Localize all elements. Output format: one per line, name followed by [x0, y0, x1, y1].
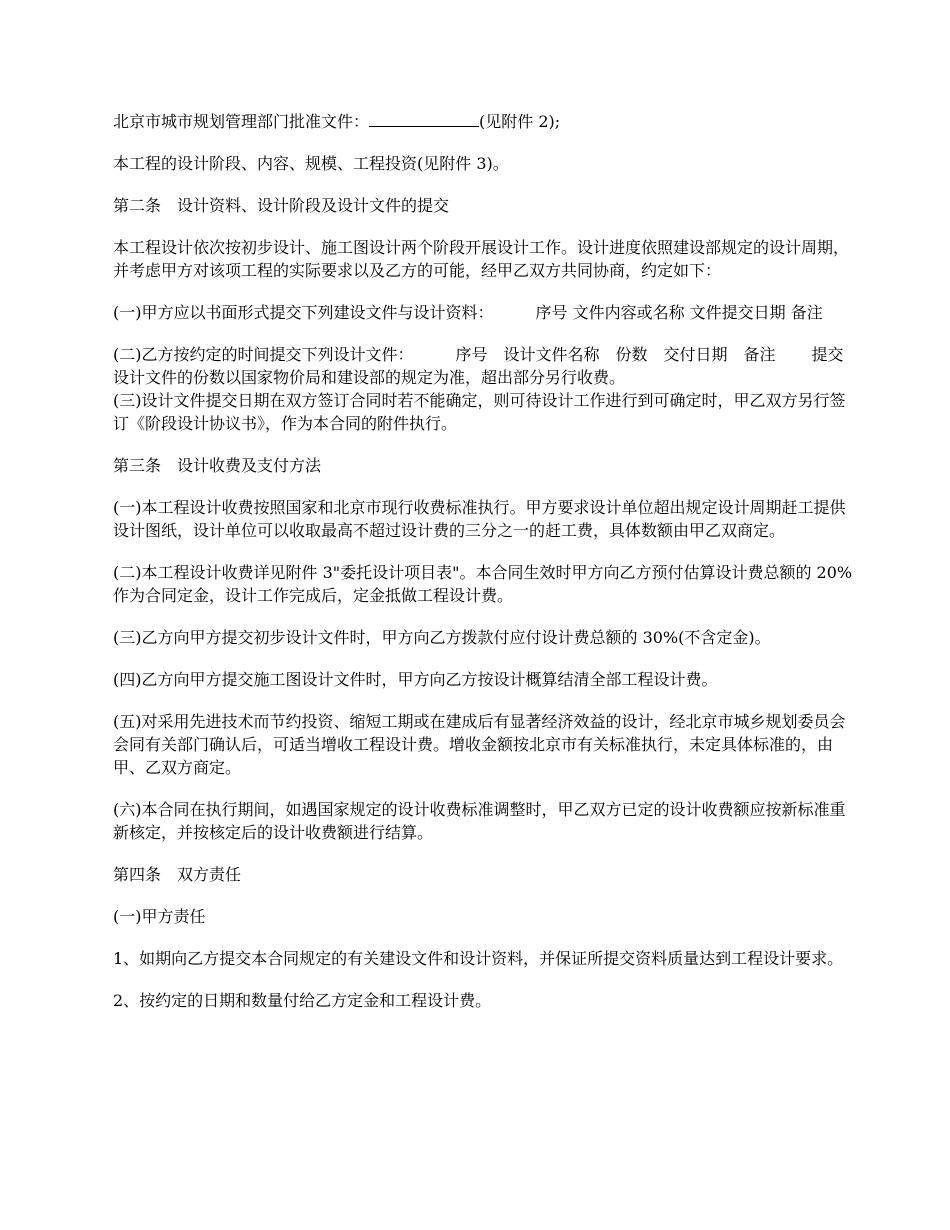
- paragraph-party-b-documents: [113, 343, 853, 389]
- paragraph-fee-details: (二)本工程设计收费详见附件 3"委托设计项目表"。本合同生效时甲方向乙方预付估算设计费总额的 20%作为合同定金，设计工作完成后，定金抵做工程设计费。: [113, 563, 853, 605]
- party-a-documents-text: (一)甲方应以书面形式提交下列建设文件与设计资料：: [113, 303, 494, 322]
- article-2-heading: 第二条 设计资料、设计阶段及设计文件的提交: [113, 196, 450, 215]
- paragraph-final-payment: (四)乙方向甲方提交施工图设计文件时，甲方向乙方按设计概算结清全部工程设计费。: [113, 670, 718, 689]
- paragraph-submission-date: (三)设计文件提交日期在双方签订合同时若不能确定，则可待设计工作进行到可确定时，甲乙双方另行签订《阶段设计协议书》，作为本合同的附件执行。: [113, 391, 846, 433]
- approval-docs-annex: (见附件 2);: [479, 112, 561, 131]
- approval-docs-label: 北京市城市规划管理部门批准文件：: [113, 112, 370, 131]
- fill-in-blank: [369, 112, 479, 127]
- responsibility-item-2: 2、按约定的日期和数量付给乙方定金和工程设计费。: [113, 991, 492, 1010]
- paragraph-party-a-documents: [113, 301, 853, 324]
- party-b-documents-text: (二)乙方按约定的时间提交下列设计文件：: [113, 345, 414, 364]
- paragraph-design-process: 本工程设计依次按初步设计、施工图设计两个阶段开展设计工作。设计进度依照建设部规定的设计周期，并考虑甲方对该项工程的实际要求以及乙方的可能，经甲乙双方共同协商，约定如下：: [113, 238, 850, 280]
- article-3-heading: 第三条 设计收费及支付方法: [113, 456, 322, 475]
- paragraph-design-stage: 本工程的设计阶段、内容、规模、工程投资(见附件 3)。: [113, 154, 509, 173]
- paragraph-approval-docs: [113, 110, 853, 133]
- paragraph-preliminary-payment: (三)乙方向甲方提交初步设计文件时，甲方向乙方拨款付应付设计费总额的 30%(不含定金)。: [113, 628, 771, 647]
- paragraph-fee-standard: (一)本工程设计收费按照国家和北京市现行收费标准执行。甲方要求设计单位超出规定设计周期赶工提供设计图纸，设计单位可以收取最高不超过设计费的三分之一的赶工费，具体数额由甲乙双商定。: [113, 498, 846, 540]
- document-page: [113, 110, 853, 1031]
- party-b-table-header: 序号 设计文件名称 份数 交付日期 备注: [455, 345, 776, 364]
- paragraph-extra-fee: (五)对采用先进技术而节约投资、缩短工期或在建成后有显著经济效益的设计，经北京市城乡规划委员会会同有关部门确认后，可适当增收工程设计费。增收金额按北京市有关标准执行，未定具体标准的，由甲、乙双方商定。: [113, 712, 846, 777]
- article-4-heading: 第四条 双方责任: [113, 865, 242, 884]
- party-b-copies-note: 提交设计文件的份数以国家物价局和建设部的规定为准，超出部分另行收费。: [113, 345, 844, 387]
- responsibility-item-1: 1、如期向乙方提交本合同规定的有关建设文件和设计资料，并保证所提交资料质量达到工程设计要求。: [113, 949, 844, 968]
- party-a-table-header: 序号 文件内容或名称 文件提交日期 备注: [535, 303, 823, 322]
- party-a-responsibility-heading: (一)甲方责任: [113, 907, 206, 926]
- paragraph-fee-adjustment: (六)本合同在执行期间，如遇国家规定的设计收费标准调整时，甲乙双方已定的设计收费额应按新标准重新核定，并按核定后的设计收费额进行结算。: [113, 800, 846, 842]
